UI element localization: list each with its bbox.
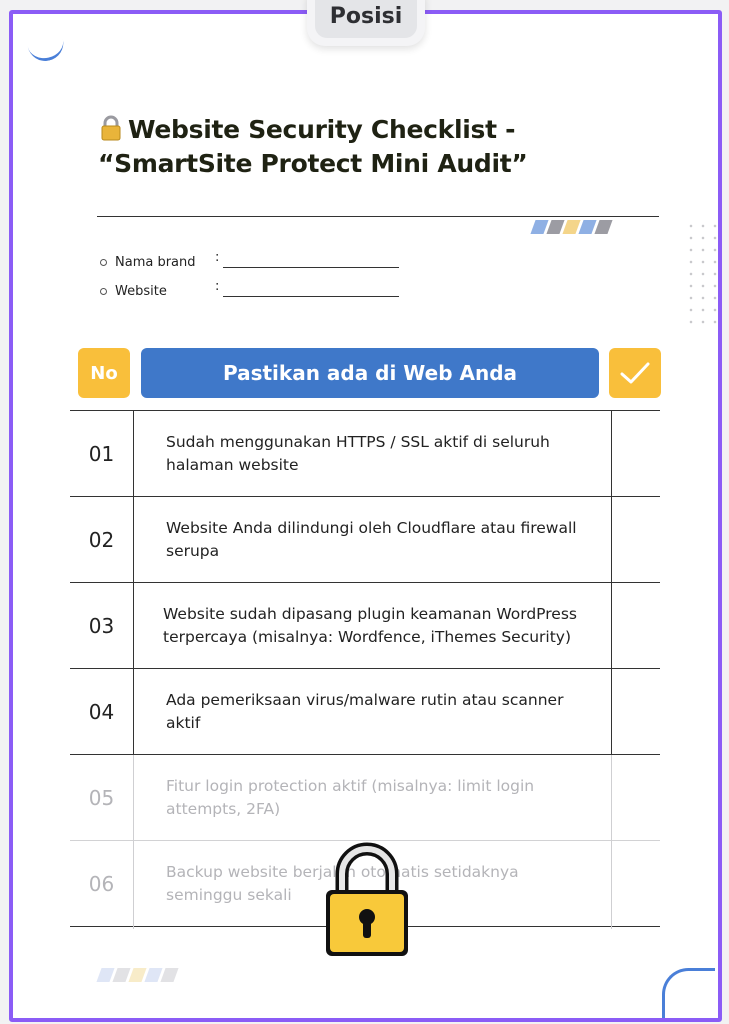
position-tab[interactable]	[307, 0, 425, 46]
lock-icon	[98, 115, 124, 148]
row-text: Backup website berjalan otomatis setidaknya seminggu sekali	[166, 862, 519, 904]
brand-name-colon: :	[215, 249, 220, 265]
row-number: 05	[88, 785, 115, 810]
brand-name-label: Nama brand	[115, 254, 196, 270]
decor-stripes-top	[533, 220, 610, 234]
page-title	[98, 114, 658, 179]
row-text: Sudah menggunakan HTTPS / SSL aktif di seluruh halaman website	[166, 432, 550, 474]
position-tab-label[interactable]: Posisi	[315, 0, 417, 38]
brand-name-field[interactable]	[100, 249, 399, 272]
column-divider-right-faded	[611, 755, 612, 929]
header-item-label: Pastikan ada di Web Anda	[222, 361, 518, 385]
header-item	[141, 348, 599, 398]
website-colon: :	[215, 278, 220, 294]
row-text: Ada pemeriksaan virus/malware rutin atau scanner aktif	[166, 690, 564, 732]
column-divider-left-faded	[133, 755, 134, 929]
row-number: 01	[88, 441, 115, 466]
decor-dot-grid	[685, 220, 722, 324]
title-line-2: “SmartSite Protect Mini Audit”	[98, 149, 528, 178]
row-number: 02	[88, 527, 115, 552]
row-text: Website sudah dipasang plugin keamanan WordPress terpercaya (misalnya: Wordfence, iThemes Security)	[163, 604, 577, 646]
decor-arc-bottom-right	[662, 968, 715, 1021]
header-check	[609, 348, 661, 398]
brand-name-input-line[interactable]	[223, 267, 399, 268]
table-row	[70, 497, 660, 583]
website-label: Website	[115, 283, 167, 299]
padlock-icon	[322, 840, 412, 962]
row-number: 03	[88, 613, 115, 638]
document-frame	[9, 10, 722, 1022]
row-text: Fitur login protection aktif (misalnya: limit login attempts, 2FA)	[166, 776, 535, 818]
table-row	[70, 411, 660, 497]
decor-arc-top-left	[23, 19, 66, 65]
title-divider	[97, 216, 659, 217]
checkmark-icon	[619, 360, 651, 386]
column-divider-right	[611, 411, 612, 755]
decor-stripes-bottom	[99, 968, 176, 982]
bullet-icon	[100, 259, 107, 266]
website-input-line[interactable]	[223, 296, 399, 297]
header-no	[78, 348, 130, 398]
table-row	[70, 755, 660, 841]
row-number: 06	[88, 871, 115, 896]
header-no-label: No	[90, 362, 118, 384]
bullet-icon	[100, 288, 107, 295]
row-text: Website Anda dilindungi oleh Cloudflare atau firewall serupa	[166, 518, 577, 560]
website-field[interactable]	[100, 278, 399, 301]
table-row	[70, 669, 660, 755]
column-divider-left	[133, 411, 134, 755]
table-row	[70, 583, 660, 669]
row-number: 04	[88, 699, 115, 724]
title-line-1: Website Security Checklist -	[128, 115, 516, 144]
